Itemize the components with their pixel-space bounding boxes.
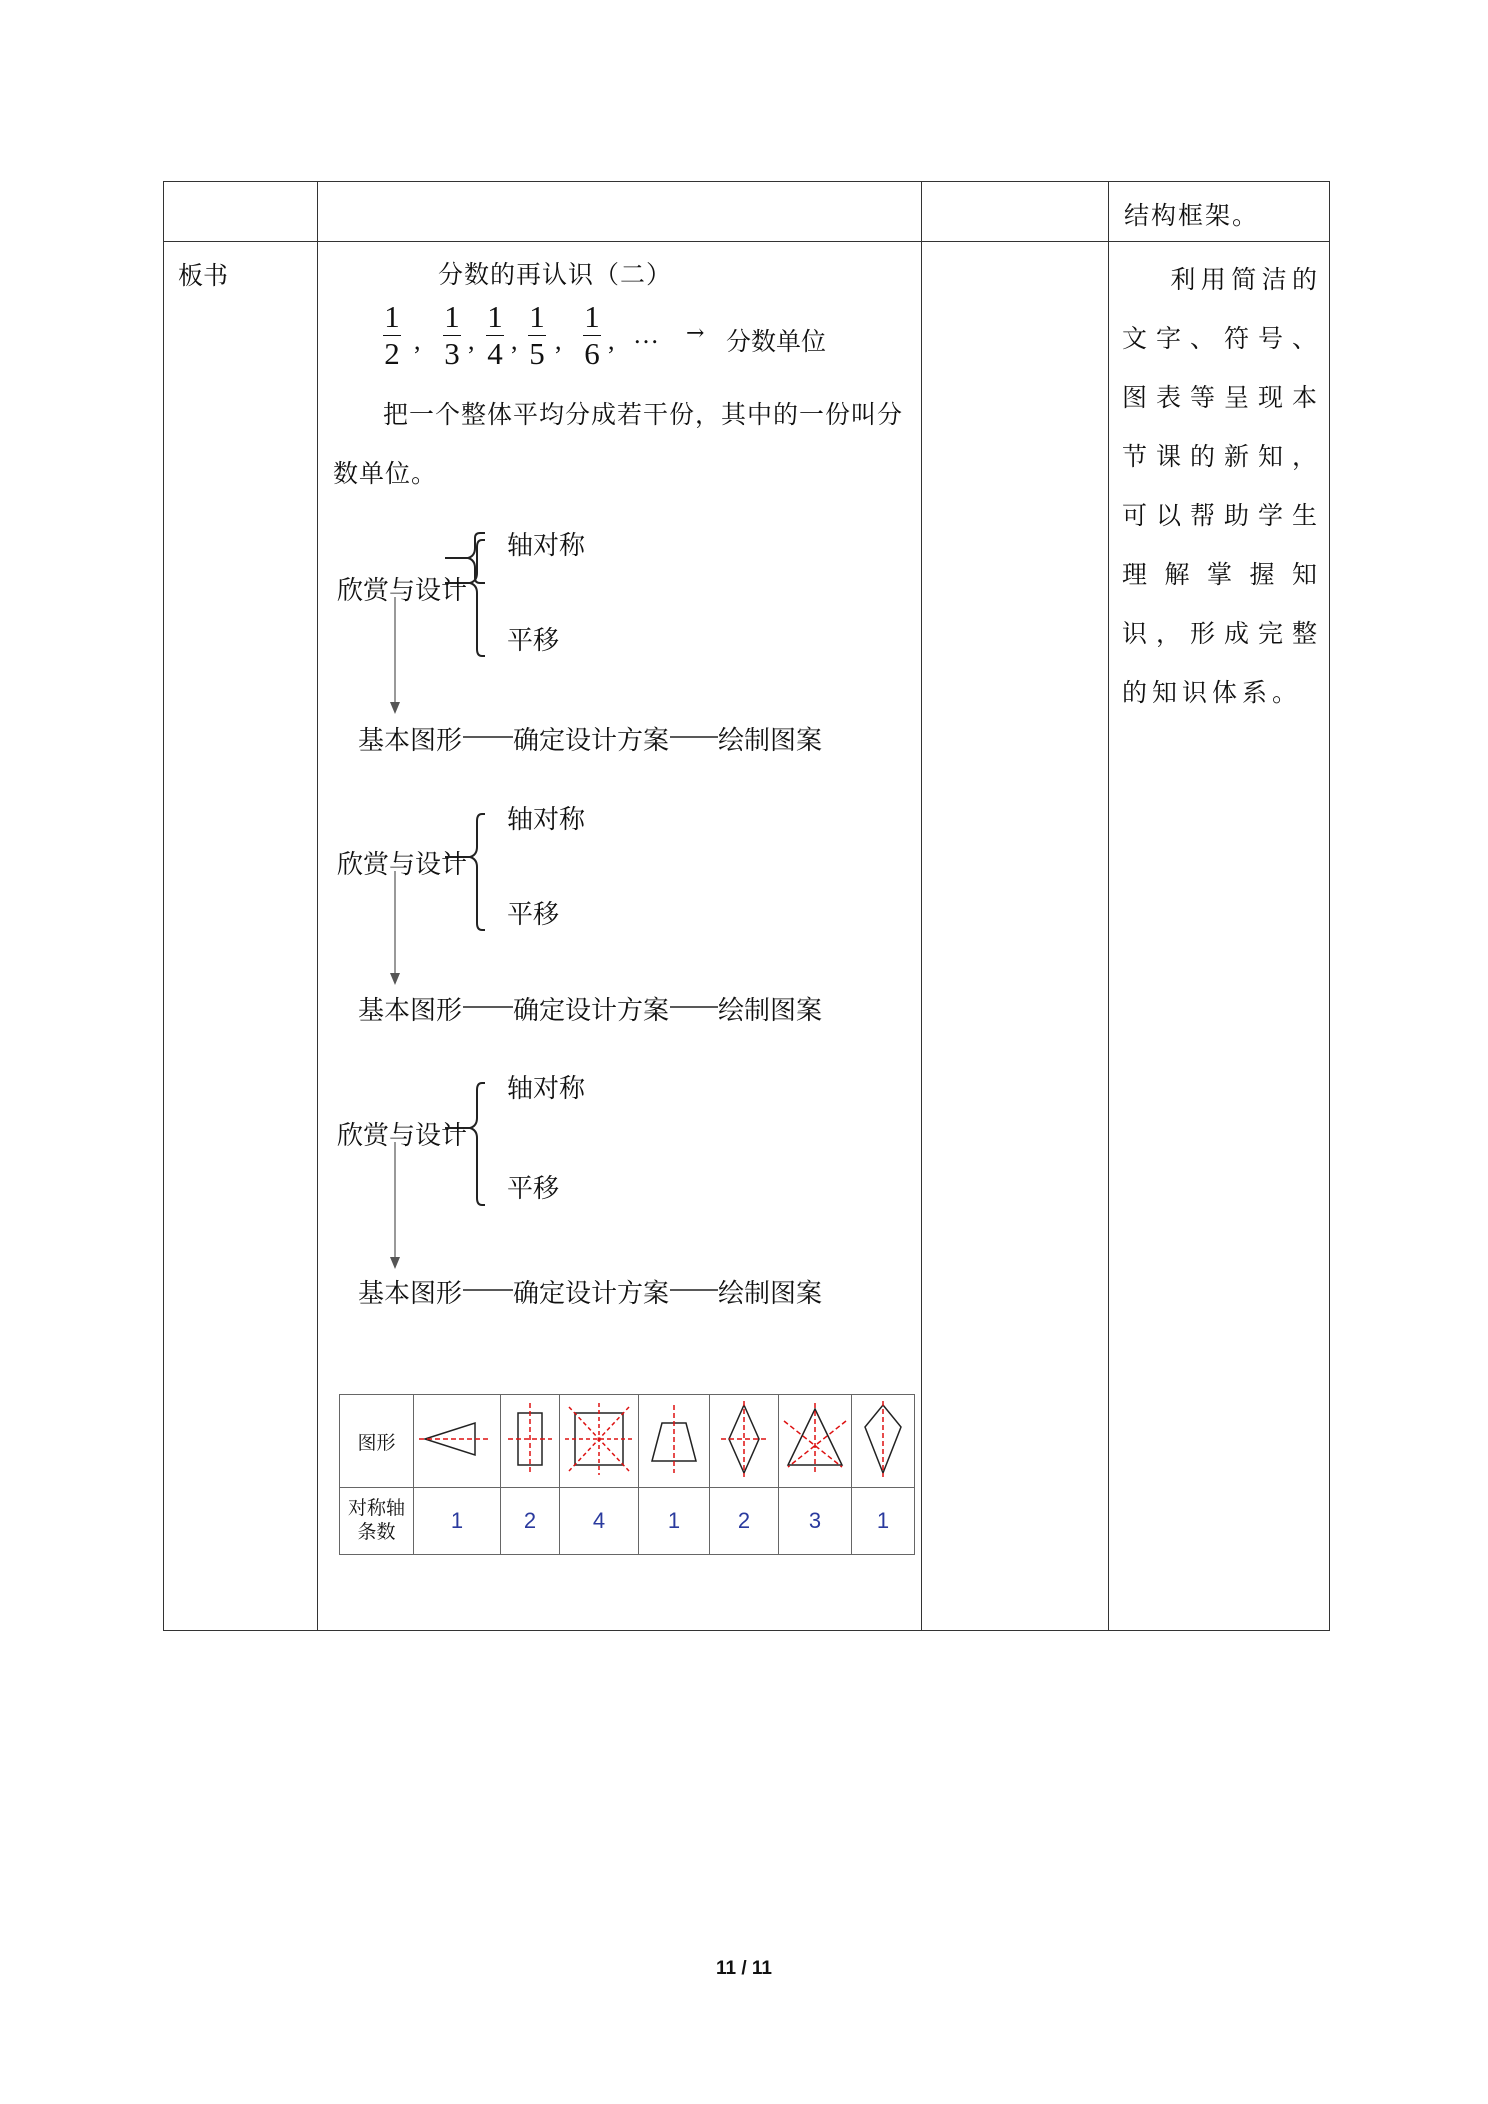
row-header-axis-count: 对称轴 条数 — [340, 1488, 414, 1555]
step-design-plan: 确定设计方案 — [513, 725, 670, 755]
row-label-board: 板书 — [178, 261, 229, 290]
branch-axis-symmetry: 轴对称 — [507, 1073, 586, 1103]
axis-count-cell: 2 — [501, 1488, 560, 1555]
branch-axis-symmetry: 轴对称 — [507, 530, 586, 560]
axis-count-cell: 3 — [779, 1488, 852, 1555]
root-label: 欣赏与设计 — [337, 849, 468, 879]
shape-kite-icon — [852, 1395, 915, 1488]
shape-rhombus-icon — [710, 1395, 779, 1488]
axis-count-cell: 1 — [852, 1488, 915, 1555]
shape-triangle-icon — [414, 1395, 501, 1488]
fraction: 1 5 — [529, 299, 545, 371]
shape-square-icon — [560, 1395, 639, 1488]
design-flow-diagram — [330, 525, 850, 775]
design-flow-diagram — [330, 799, 850, 1049]
step-draw-pattern: 绘制图案 — [718, 1278, 823, 1308]
step-design-plan: 确定设计方案 — [513, 1278, 670, 1308]
step-design-plan: 确定设计方案 — [513, 995, 670, 1025]
axis-count-cell: 4 — [560, 1488, 639, 1555]
step-basic-shape: 基本图形 — [358, 1278, 463, 1308]
branch-translation: 平移 — [507, 625, 560, 655]
fraction: 1 3 — [444, 299, 460, 371]
board-title: 分数的再认识（二） — [438, 260, 673, 289]
root-label: 欣赏与设计 — [337, 575, 468, 605]
branch-translation: 平移 — [507, 899, 560, 929]
arrow-icon: → — [686, 321, 705, 346]
axis-count-cell: 2 — [710, 1488, 779, 1555]
page-number: 11 / 11 — [715, 1958, 772, 1979]
shape-trapezoid-icon — [639, 1395, 710, 1488]
step-basic-shape: 基本图形 — [358, 725, 463, 755]
fraction: 1 2 — [384, 299, 400, 371]
document-page: 结构框架。 板书 利用简洁的文字、符号、图表等呈现本节课的新知，可以帮助学生理解掌握知识，形成完整的知识体系。 分数的再认识（二） 1 2 , 1 3 , 1 4 , 1 5 , 1 6 , … → 分数单位 把一个整体平均分成若干份，其中的一份叫分数单位。 欣赏与设计 轴对称 平移 基本图形 确定设计方案 绘制图案 欣赏与设计 轴对称 平移 基本图形 确定设计方案 绘制图案 欣赏与设计 轴对称 平移 基本图形 确定设计方案 绘制图案 图形 对称轴 条数 1 2 4 1 2 3 1 11 / 11 — [0, 0, 1488, 2104]
shape-equilateral-triangle-icon — [779, 1395, 852, 1488]
fraction-unit-label: 分数单位 — [726, 327, 827, 356]
shape-rectangle-icon — [501, 1395, 560, 1488]
fraction: 1 6 — [584, 299, 600, 371]
design-intent-text: 利用简洁的文字、符号、图表等呈现本节课的新知，可以帮助学生理解掌握知识，形成完整的知识体系。 — [1122, 265, 1322, 707]
structure-note: 结构框架。 — [1124, 201, 1260, 230]
symmetry-axes-table — [339, 1394, 915, 1555]
branch-axis-symmetry: 轴对称 — [507, 804, 586, 834]
root-label: 欣赏与设计 — [337, 1120, 468, 1150]
axis-count-cell: 1 — [414, 1488, 501, 1555]
ellipsis: … — [633, 320, 659, 349]
fraction: 1 4 — [487, 299, 503, 371]
step-basic-shape: 基本图形 — [358, 995, 463, 1025]
row-header-shape: 图形 — [340, 1395, 414, 1488]
design-flow-diagram — [330, 1068, 850, 1318]
branch-translation: 平移 — [507, 1173, 560, 1203]
definition-paragraph: 把一个整体平均分成若干份，其中的一份叫分数单位。 — [333, 400, 904, 488]
table-row — [340, 1395, 915, 1488]
step-draw-pattern: 绘制图案 — [718, 995, 823, 1025]
axis-count-cell: 1 — [639, 1488, 710, 1555]
step-draw-pattern: 绘制图案 — [718, 725, 823, 755]
table-row — [340, 1488, 915, 1555]
